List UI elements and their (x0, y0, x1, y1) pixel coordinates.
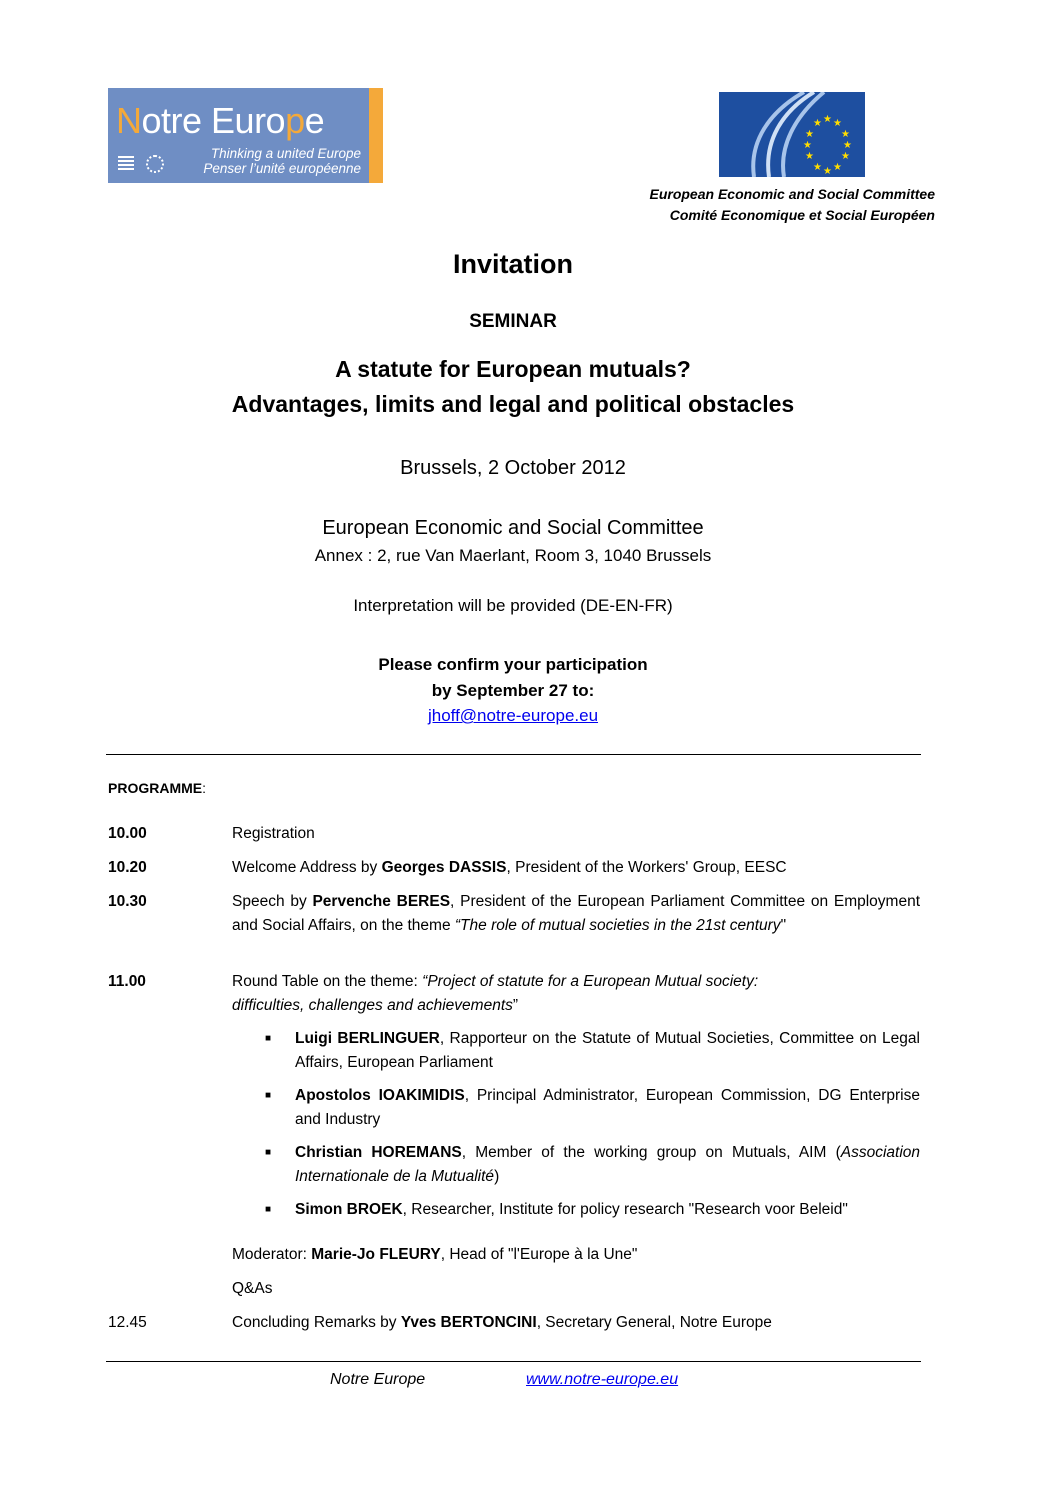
programme-heading: PROGRAMME: (108, 780, 207, 796)
svg-text:★: ★ (823, 114, 832, 125)
svg-text:★: ★ (841, 151, 850, 162)
address: Annex : 2, rue Van Maerlant, Room 3, 1040 Brussels (314, 546, 712, 565)
bullet-icon: ■ (265, 1204, 272, 1215)
svg-text:★: ★ (813, 118, 822, 129)
eesc-caption-en: European Economic and Social Committee (649, 186, 935, 202)
svg-text:★: ★ (843, 140, 852, 151)
panelist: Simon BROEK, Researcher, Institute for policy research "Research voor Beleid" (295, 1201, 848, 1218)
footer-divider (106, 1361, 921, 1362)
item-welcome: Welcome Address by Georges DASSIS, President of the Workers' Group, EESC (232, 859, 787, 876)
svg-text:★: ★ (805, 129, 814, 140)
email-link[interactable]: jhoff@notre-europe.eu (427, 706, 599, 725)
notre-europe-logo: Notre Europe Thinking a united Europe Penser l’unité européenne (108, 88, 383, 183)
svg-text:★: ★ (841, 129, 850, 140)
title-line1: A statute for European mutuals? (335, 356, 691, 382)
panelist: Luigi BERLINGUER, Rapporteur on the Statute of Mutual Societies, Committee on Legal Affairs, European Parliament (295, 1030, 920, 1071)
svg-text:★: ★ (803, 140, 812, 151)
document-icon (118, 156, 134, 172)
panelist: Apostolos IOAKIMIDIS, Principal Administrator, European Commission, DG Enterprise and Industry (295, 1087, 920, 1128)
confirm-line2: by September 27 to: (431, 681, 595, 700)
title-line2: Advantages, limits and legal and political obstacles (231, 391, 795, 417)
interpretation: Interpretation will be provided (DE-EN-FR) (353, 596, 673, 615)
time-1100: 11.00 (108, 973, 146, 990)
svg-text:★: ★ (833, 118, 842, 129)
svg-text:★: ★ (823, 166, 832, 177)
qa: Q&As (232, 1280, 273, 1297)
footer-url-link[interactable]: www.notre-europe.eu (526, 1371, 679, 1388)
invitation-heading: Invitation (453, 249, 573, 279)
item-registration: Registration (232, 825, 315, 842)
moderator: Moderator: Marie-Jo FLEURY, Head of "l'Europe à la Une" (232, 1246, 638, 1263)
time-1030: 10.30 (108, 893, 147, 910)
item-speech: Speech by Pervenche BERES, President of the European Parliament Committee on Employment and Social Affairs, on the theme “The role of mutual societies in the 21st century" (232, 893, 921, 934)
eesc-caption-fr: Comité Economique et Social Européen (669, 207, 935, 223)
confirm-line1: Please confirm your participation (378, 655, 648, 674)
bullet-icon: ■ (265, 1147, 272, 1158)
time-1245: 12.45 (108, 1314, 147, 1331)
bullet-icon: ■ (265, 1033, 272, 1044)
bullet-icon: ■ (265, 1090, 272, 1101)
svg-text:★: ★ (813, 162, 822, 173)
footer-org: Notre Europe (330, 1371, 426, 1388)
place-date: Brussels, 2 October 2012 (400, 457, 626, 479)
item-round-table: Round Table on the theme: “Project of statute for a European Mutual society: difficulties, challenges and achievements” (232, 973, 759, 1014)
item-concluding: Concluding Remarks by Yves BERTONCINI, Secretary General, Notre Europe (232, 1314, 772, 1331)
venue: European Economic and Social Committee (322, 517, 704, 539)
time-1020: 10.20 (108, 859, 147, 876)
panelist: Christian HOREMANS, Member of the working group on Mutuals, AIM (Association Internationale de la Mutualité) (295, 1144, 920, 1185)
time-1000: 10.00 (108, 825, 147, 842)
divider (106, 754, 921, 755)
stars-ring-icon (146, 155, 164, 173)
svg-text:★: ★ (805, 151, 814, 162)
eesc-logo (719, 92, 865, 177)
seminar-label: SEMINAR (469, 311, 557, 332)
svg-text:★: ★ (833, 162, 842, 173)
